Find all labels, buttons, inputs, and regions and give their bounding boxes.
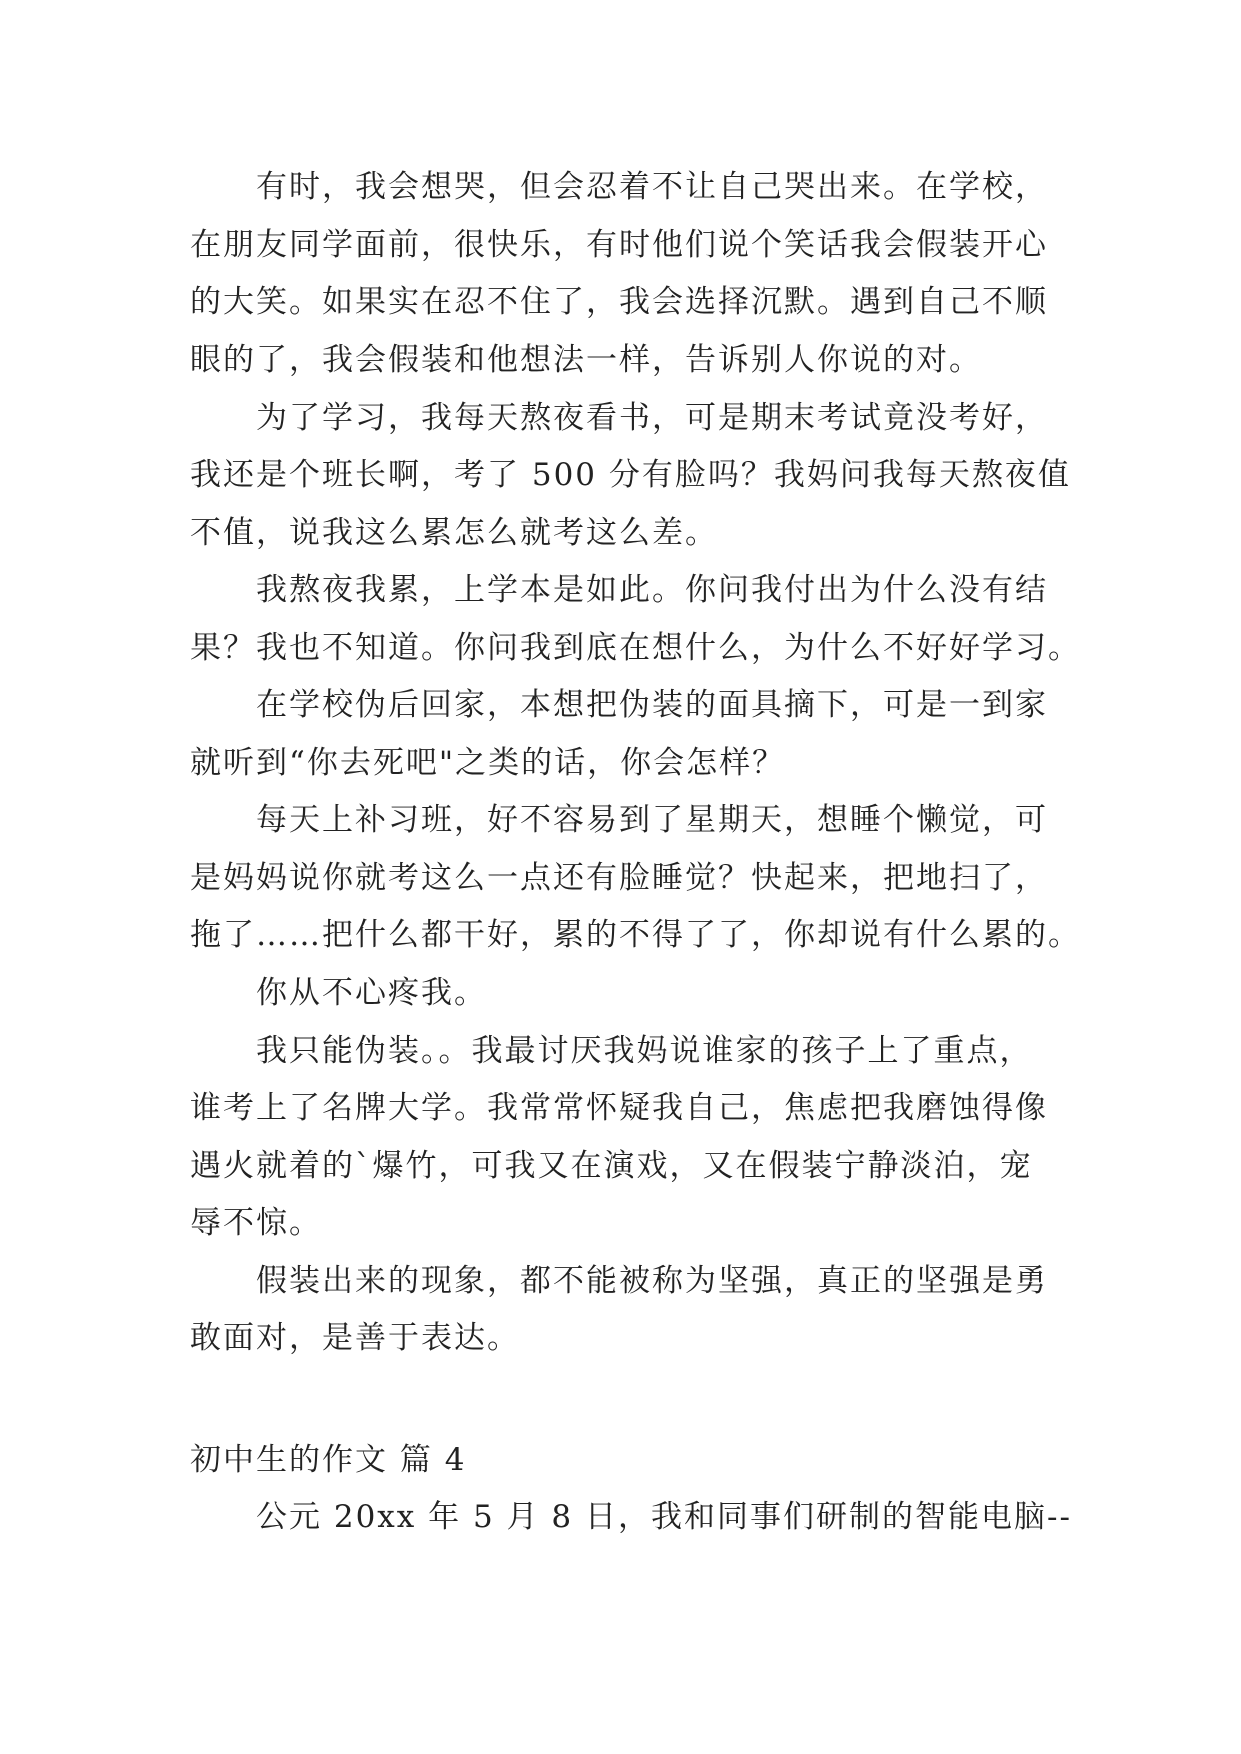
paragraph-line: 眼的了，我会假装和他想法一样，告诉别人你说的对。: [190, 342, 982, 378]
paragraph-line: 就听到“你去死吧"之类的话，你会怎样？: [190, 745, 786, 781]
paragraph-line: 辱不惊。: [190, 1205, 322, 1241]
paragraph-line: 在学校伪后回家，本想把伪装的面具摘下，可是一到家: [256, 687, 1048, 723]
paragraph-line: 拖了……把什么都干好，累的不得了了，你却说有什么累的。: [190, 917, 1081, 953]
paragraph-line: 我熬夜我累，上学本是如此。你问我付出为什么没有结: [256, 572, 1048, 608]
paragraph-line: 谁考上了名牌大学。我常常怀疑我自己，焦虑把我磨蚀得像: [190, 1090, 1048, 1126]
paragraph-line: 遇火就着的`爆竹，可我又在演戏，又在假装宁静淡泊，宠: [190, 1148, 1033, 1184]
paragraph-line: 我还是个班长啊，考了 500 分有脸吗？我妈问我每天熬夜值: [190, 457, 1071, 493]
paragraph-line: 有时，我会想哭，但会忍着不让自己哭出来。在学校，: [256, 169, 1048, 205]
section-heading: 初中生的作文 篇 4: [190, 1442, 467, 1478]
paragraph-line: 每天上补习班，好不容易到了星期天，想睡个懒觉，可: [256, 802, 1048, 838]
paragraph-line: 公元 20xx 年 5 月 8 日，我和同事们研制的智能电脑--: [256, 1499, 1072, 1535]
paragraph-line: 敢面对，是善于表达。: [190, 1320, 520, 1356]
paragraph-line: 不值，说我这么累怎么就考这么差。: [190, 515, 718, 551]
paragraph-line: 果？我也不知道。你问我到底在想什么，为什么不好好学习。: [190, 630, 1081, 666]
paragraph-line: 假装出来的现象，都不能被称为坚强，真正的坚强是勇: [256, 1263, 1048, 1299]
paragraph-line: 是妈妈说你就考这么一点还有脸睡觉？快起来，把地扫了，: [190, 860, 1048, 896]
paragraph-line: 在朋友同学面前，很快乐，有时他们说个笑话我会假装开心: [190, 227, 1048, 263]
paragraph-line: 的大笑。如果实在忍不住了，我会选择沉默。遇到自己不顺: [190, 284, 1048, 320]
paragraph-line: 我只能伪装。。我最讨厌我妈说谁家的孩子上了重点，: [256, 1033, 1033, 1069]
paragraph-line: 你从不心疼我。: [256, 975, 487, 1011]
paragraph-line: 为了学习，我每天熬夜看书，可是期末考试竟没考好，: [256, 400, 1048, 436]
